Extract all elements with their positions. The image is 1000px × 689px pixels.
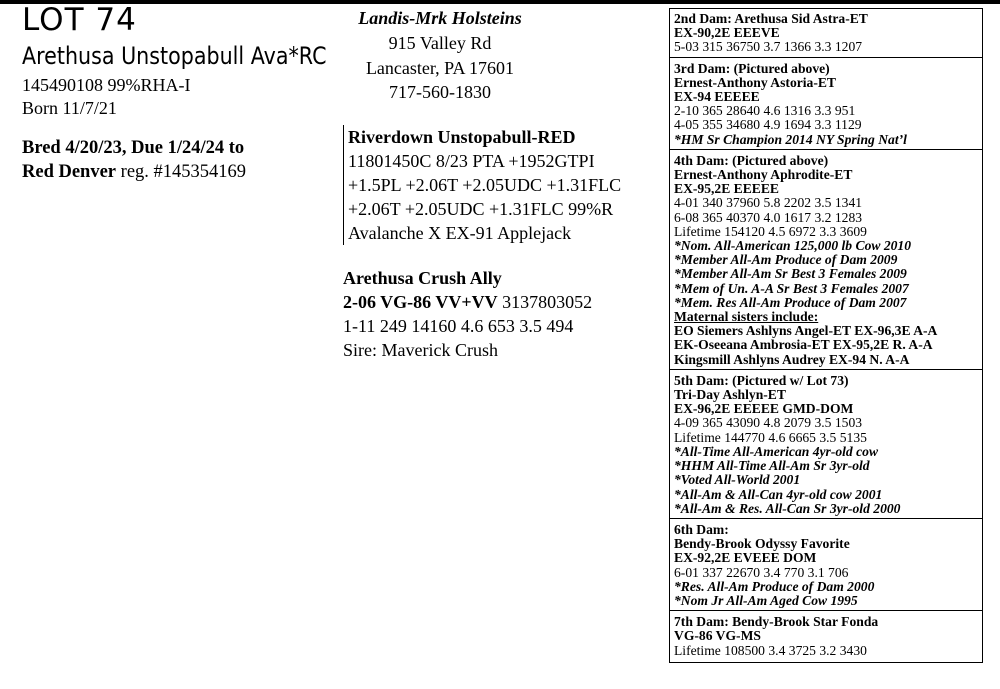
pedigree-section [670, 374, 982, 519]
service-sire-line [22, 160, 246, 184]
pedigree-line: *All-Time All-American 4yr-old cow [674, 443, 879, 459]
breeding-info [22, 136, 246, 184]
pedigree-line: Lifetime 154120 4.5 6972 3.3 3609 [674, 223, 867, 239]
pedigree-line: 2-10 365 28640 4.6 1316 3.3 951 [674, 103, 856, 119]
pedigree-line: EX-94 EEEEE [674, 89, 760, 105]
pedigree-line: *Mem of Un. A-A Sr Best 3 Females 2007 [674, 280, 909, 296]
pedigree-line: 4th Dam: (Pictured above) [674, 152, 829, 168]
pedigree-line: 7th Dam: Bendy-Brook Star Fonda [674, 614, 879, 630]
bred-due-line: Bred 4/20/23, Due 1/24/24 to [22, 138, 245, 158]
consignor-city: Lancaster, PA 17601 [365, 58, 515, 78]
pedigree-line: EK-Oseeana Ambrosia-ET EX-95,2E R. A-A [674, 337, 933, 353]
pedigree-line: 6th Dam: [674, 521, 729, 537]
pedigree-line: *Res. All-Am Produce of Dam 2000 [674, 578, 875, 594]
dam-class-line [343, 290, 592, 314]
pedigree-line: Bendy-Brook Odyssy Favorite [674, 536, 850, 552]
sire-line-1: 11801450C 8/23 PTA +1952GTPI [348, 151, 595, 171]
pedigree-line: 5th Dam: (Pictured w/ Lot 73) [674, 372, 849, 388]
pedigree-line: *Nom Jr All-Am Aged Cow 1995 [674, 592, 858, 608]
pedigree-line: Lifetime 144770 4.6 6665 3.5 5135 [674, 429, 867, 445]
pedigree-section [670, 523, 982, 611]
pedigree-section [670, 62, 982, 150]
sire-block [343, 125, 621, 245]
pedigree-line: EX-96,2E EEEEE GMD-DOM [674, 401, 854, 417]
consignor-street: 915 Valley Rd [388, 33, 492, 53]
pedigree-line: EO Siemers Ashlyns Angel-ET EX-96,3E A-A [674, 323, 938, 339]
pedigree-line: *Member All-Am Sr Best 3 Females 2009 [674, 266, 907, 282]
pedigree-line: 6-01 337 22670 3.4 770 3.1 706 [674, 564, 849, 580]
pedigree-line: *All-Am & All-Can 4yr-old cow 2001 [674, 486, 883, 502]
dam-record: 1-11 249 14160 4.6 653 3.5 494 [343, 316, 574, 336]
pedigree-line: *Member All-Am Produce of Dam 2009 [674, 252, 898, 268]
top-rule [0, 0, 1000, 4]
service-sire-name: Red Denver [22, 162, 117, 182]
pedigree-line: Lifetime 108500 3.4 3725 3.2 3430 [674, 642, 867, 658]
pedigree-line: *HHM All-Time All-Am Sr 3yr-old [674, 458, 870, 474]
dam-classification: 2-06 VG-86 VV+VV [343, 292, 498, 312]
birth-date: Born 11/7/21 [22, 98, 117, 118]
service-sire-reg: reg. #145354169 [116, 162, 247, 182]
sire-line-2: +1.5PL +2.06T +2.05UDC +1.31FLC [348, 175, 622, 195]
pedigree-line: *All-Am & Res. All-Can Sr 3yr-old 2000 [674, 500, 901, 516]
pedigree-line: 4-09 365 43090 4.8 2079 3.5 1503 [674, 415, 863, 431]
pedigree-line: Ernest-Anthony Aphrodite-ET [674, 167, 853, 183]
pedigree-line: *Voted All-World 2001 [674, 472, 801, 488]
dam-name: Arethusa Crush Ally [343, 268, 502, 288]
pedigree-line: Ernest-Anthony Astoria-ET [674, 74, 837, 90]
pedigree-section [670, 615, 982, 660]
pedigree-line: EX-92,2E EVEEE DOM [674, 550, 817, 566]
dam-sire: Sire: Maverick Crush [343, 340, 498, 360]
pedigree-line: *Mem. Res All-Am Produce of Dam 2007 [674, 294, 907, 310]
consignor-name: Landis-Mrk Holsteins [358, 8, 522, 28]
pedigree-line: Kingsmill Ashlyns Audrey EX-94 N. A-A [674, 351, 910, 367]
pedigree-line: 3rd Dam: (Pictured above) [674, 60, 830, 76]
sire-line-3: +2.06T +2.05UDC +1.31FLC 99%R [348, 199, 614, 219]
pedigree-line: 2nd Dam: Arethusa Sid Astra-ET [674, 11, 868, 26]
pedigree-line: 4-01 340 37960 5.8 2202 3.5 1341 [674, 195, 863, 211]
pedigree-line: 4-05 355 34680 4.9 1694 3.3 1129 [674, 117, 862, 133]
sire-name: Riverdown Unstopabull-RED [348, 127, 576, 147]
sire-line-4: Avalanche X EX-91 Applejack [348, 223, 572, 243]
pedigree-line: EX-95,2E EEEEE [674, 181, 779, 197]
lot-number: LOT 74 [22, 2, 137, 38]
pedigree-line: *Nom. All-American 125,000 lb Cow 2010 [674, 238, 912, 254]
pedigree-section [670, 154, 982, 370]
pedigree-line: 5-03 315 36750 3.7 1366 3.3 1207 [674, 39, 863, 55]
pedigree-line: 6-08 365 40370 4.0 1617 3.2 1283 [674, 209, 863, 225]
consignor-phone: 717-560-1830 [389, 82, 491, 102]
pedigree-section [670, 12, 982, 58]
pedigree-line: Maternal sisters include: [674, 309, 819, 325]
registration-line: 145490108 99%RHA-I [22, 75, 191, 95]
pedigree-box [669, 8, 983, 663]
pedigree-line: Tri-Day Ashlyn-ET [674, 387, 786, 403]
pedigree-line: VG-86 VG-MS [674, 628, 761, 644]
dam-reg-number: 3137803052 [497, 292, 593, 312]
animal-name: Arethusa Unstopabull Ava*RC [22, 42, 327, 70]
pedigree-line: EX-90,2E EEEVE [674, 25, 780, 41]
dam-block [343, 266, 592, 362]
pedigree-line: *HM Sr Champion 2014 NY Spring Nat’l [674, 131, 907, 147]
